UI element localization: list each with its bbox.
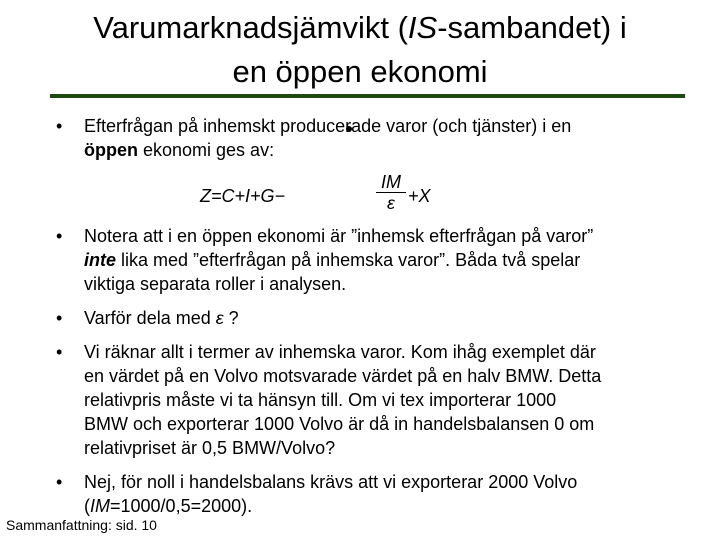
- bullet-text: Efterfrågan på inhemskt producerade varor (och tjänster) i en: [84, 116, 572, 136]
- footer-reference: Sammanfattning: sid. 10: [6, 517, 157, 533]
- bullet-icon: •: [56, 226, 63, 246]
- bullet-text: [84, 306, 674, 330]
- title-text-is: IS: [407, 10, 438, 45]
- title-text-a: Varumarknadsjämvikt (: [93, 10, 408, 45]
- slide-title: [0, 6, 720, 94]
- title-line-2: en öppen ekonomi: [232, 54, 488, 89]
- paren-open: (: [84, 496, 90, 516]
- title-line-1: [0, 6, 720, 50]
- title-divider: [50, 94, 685, 98]
- bullet-text-rest: ekonomi ges av:: [138, 140, 275, 160]
- bullet-text: Notera att i en öppen ekonomi är ”inhemsk efterfrågan på varor”: [84, 226, 594, 246]
- bullet-item-note: [54, 224, 674, 296]
- formula-fraction: [376, 172, 406, 213]
- epsilon-symbol: ε: [215, 308, 224, 328]
- emphasis-word: inte: [84, 250, 117, 270]
- demand-formula: [54, 172, 674, 218]
- bullet-item-example: [54, 340, 674, 460]
- title-text-c: -sambandet) i: [437, 10, 627, 45]
- bullet-item-question: [54, 306, 674, 330]
- bullet-text: Vi räknar allt i termer av inhemska varor. Kom ihåg exemplet där: [84, 342, 596, 362]
- question-text: Varför dela med: [84, 308, 216, 328]
- bullet-icon: •: [56, 472, 63, 492]
- bullet-text: [84, 138, 674, 162]
- fraction-numerator: IM: [376, 172, 406, 193]
- bullet-item-answer: [54, 470, 674, 518]
- bullet-text: relativpris måste vi ta hänsyn till. Om vi tex importerar 1000: [84, 390, 557, 410]
- bullet-text: viktiga separata roller i analysen.: [84, 274, 347, 294]
- bullet-text: en värdet på en Volvo motsvarade värdet på en halv BMW. Detta: [84, 366, 602, 386]
- bold-word: öppen: [84, 140, 138, 160]
- bullet-icon: •: [56, 308, 63, 328]
- bullet-icon: •: [56, 342, 63, 362]
- bullet-text: BMW och exporterar 1000 Volvo är då in handelsbalansen 0 om: [84, 414, 595, 434]
- im-symbol: IM: [90, 496, 110, 516]
- slide-content: [54, 114, 674, 528]
- bullet-text: relativpriset är 0,5 BMW/Volvo?: [84, 438, 336, 458]
- calculation-text: =1000/0,5=2000).: [110, 496, 253, 516]
- fraction-denominator: ε: [387, 193, 395, 213]
- bullet-icon: •: [56, 116, 63, 136]
- bullet-item-demand: [54, 114, 674, 162]
- bullet-text: [84, 494, 674, 518]
- bullet-text-rest: lika med ”efterfrågan på inhemska varor”. Båda två spelar: [116, 250, 581, 270]
- bullet-text: [84, 248, 674, 272]
- question-mark: ?: [223, 308, 239, 328]
- formula-left: Z=C+I+G−: [200, 186, 286, 206]
- bullet-text: Nej, för noll i handelsbalans krävs att vi exporterar 2000 Volvo: [84, 472, 578, 492]
- formula-right: +X: [408, 186, 431, 206]
